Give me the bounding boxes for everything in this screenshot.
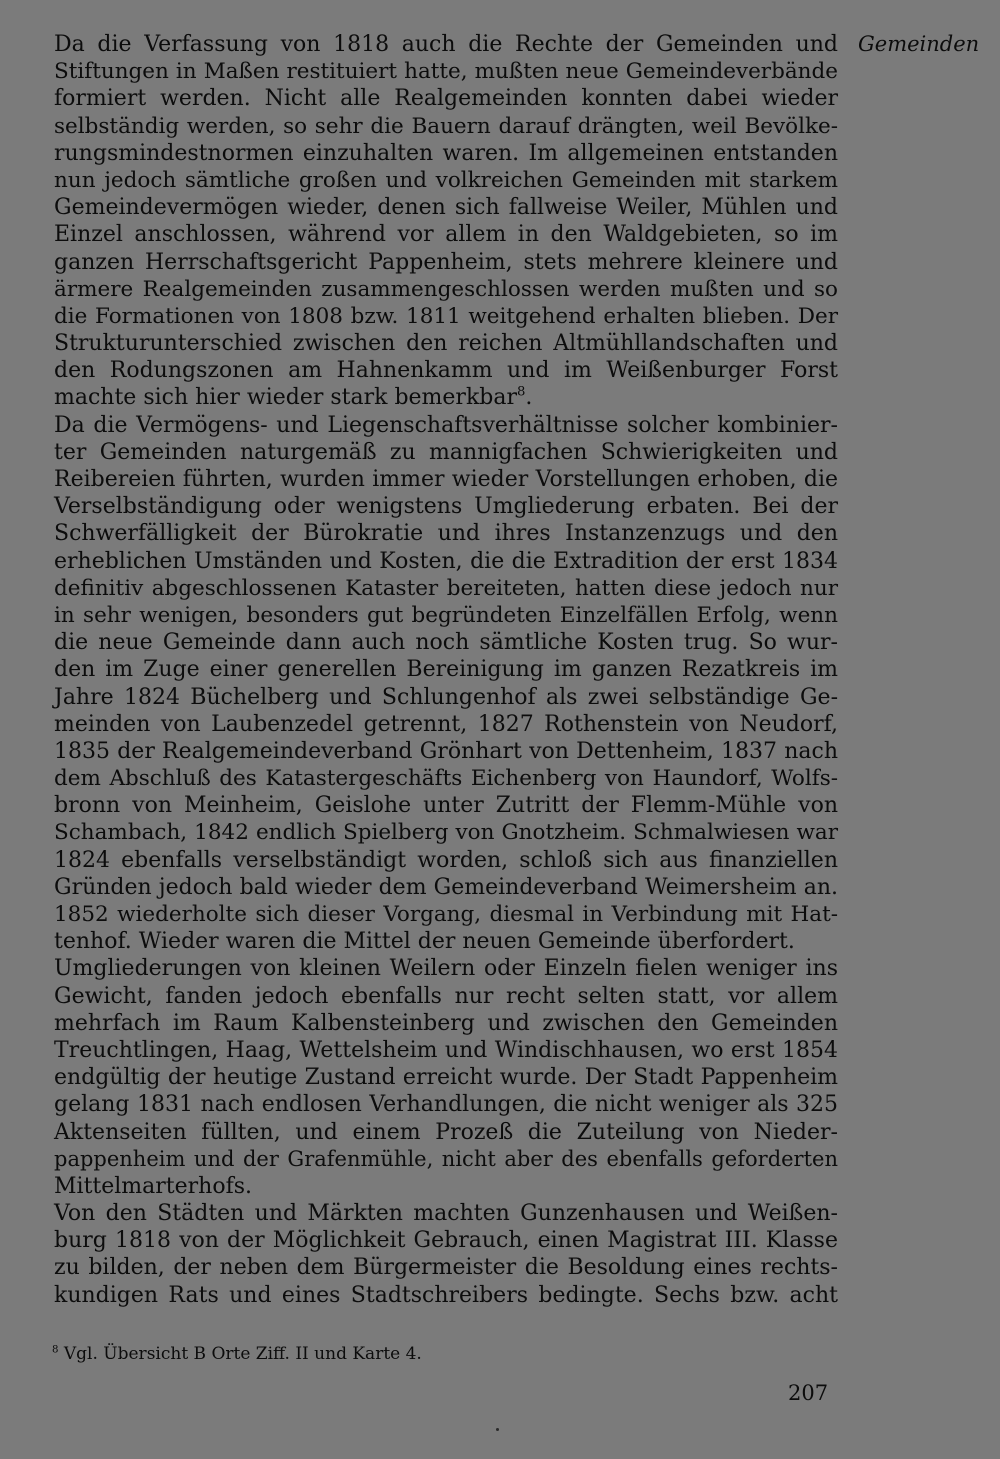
text-line xyxy=(54,249,838,276)
text-line-content: Reibereien führten, wurden immer wieder Vorstellungen erhoben, die xyxy=(54,467,838,492)
text-line xyxy=(54,85,838,112)
margin-note: Gemeinden xyxy=(858,32,980,56)
text-line-content: endgültig der heutige Zustand erreicht wurde. Der Stadt Pappenheim xyxy=(54,1065,838,1091)
text-line-content: machte sich hier wieder stark bemerkbar xyxy=(54,385,517,411)
text-line xyxy=(54,113,838,140)
body-text xyxy=(54,31,838,1309)
text-line xyxy=(54,493,838,520)
text-line xyxy=(54,684,838,711)
text-line xyxy=(54,194,838,221)
text-line xyxy=(54,1282,838,1309)
text-line-content: die Formationen von 1808 bzw. 1811 weitgehend erhalten blieben. Der xyxy=(54,303,838,329)
text-line xyxy=(54,928,838,955)
text-line-content: den im Zuge einer generellen Bereinigung im ganzen Rezatkreis im xyxy=(54,657,838,683)
text-line-content: Aktenseiten füllten, und einem Prozeß die Zuteilung von Nieder- xyxy=(54,1119,838,1145)
text-line-content: rungsmindestnormen einzuhalten waren. Im allgemeinen entstanden xyxy=(54,140,838,166)
text-line-content: Schambach, 1842 endlich Spielberg von Gnotzheim. Schmalwiesen war xyxy=(54,820,838,846)
text-line xyxy=(54,819,838,846)
text-line xyxy=(54,520,838,547)
text-line-content: gelang 1831 nach endlosen Verhandlungen, die nicht weniger als 325 xyxy=(54,1092,838,1118)
scan-speck xyxy=(496,1428,499,1431)
text-line-content: 1852 wiederholte sich dieser Vorgang, diesmal in Verbindung mit Hat- xyxy=(54,902,838,927)
text-line-content: Gemeindevermögen wieder, denen sich fallweise Weiler, Mühlen und xyxy=(54,195,838,221)
text-line-content: nun jedoch sämtliche großen und volkreichen Gemeinden mit starkem xyxy=(54,167,838,193)
text-line xyxy=(54,548,838,575)
text-line-content: die neue Gemeinde dann auch noch sämtliche Kosten trug. So wur- xyxy=(54,630,838,656)
text-line xyxy=(54,466,838,493)
text-line-content: ganzen Herrschaftsgericht Pappenheim, stets mehrere kleinere und xyxy=(54,249,838,275)
text-line-content: burg 1818 von der Möglichkeit Gebrauch, einen Magistrat III. Klasse xyxy=(54,1228,838,1254)
text-line-content: Strukturunterschied zwischen den reichen Altmühllandschaften und xyxy=(54,331,838,357)
text-line xyxy=(54,738,838,765)
text-line-content: Jahre 1824 Büchelberg und Schlungenhof als zwei selbständige Ge- xyxy=(54,684,838,710)
text-line xyxy=(54,629,838,656)
text-line xyxy=(54,1010,838,1037)
text-line xyxy=(54,412,838,439)
text-line xyxy=(54,330,838,357)
text-line xyxy=(54,1119,838,1146)
text-line-content: Einzel anschlossen, während vor allem in den Waldgebieten, so im xyxy=(54,222,838,248)
text-line-content: Von den Städten und Märkten machten Gunzenhausen und Weißen- xyxy=(54,1201,838,1227)
text-line xyxy=(54,983,838,1010)
text-line xyxy=(54,167,838,194)
text-line-content: tenhof. Wieder waren die Mittel der neuen Gemeinde überfordert. xyxy=(54,929,795,955)
footnote-marker: 8 xyxy=(52,1344,59,1356)
text-line-content: kundigen Rats und eines Stadtschreibers bedingte. Sechs bzw. acht xyxy=(54,1282,838,1308)
text-line xyxy=(54,384,838,411)
footnote xyxy=(52,1343,422,1365)
text-line xyxy=(54,1227,838,1254)
text-line xyxy=(54,1173,838,1200)
text-line xyxy=(54,792,838,819)
text-line-content: pappenheim und der Grafenmühle, nicht aber des ebenfalls geforderten xyxy=(54,1146,838,1171)
text-line-content: mehrfach im Raum Kalbensteinberg und zwischen den Gemeinden xyxy=(54,1010,838,1036)
text-line-content: bronn von Meinheim, Geislohe unter Zutritt der Flemm-Mühle von xyxy=(54,793,838,819)
text-line-content: 1824 ebenfalls verselbständigt worden, schloß sich aus finanziellen xyxy=(54,847,838,873)
text-line xyxy=(54,58,838,85)
text-line xyxy=(54,874,838,901)
text-line xyxy=(54,847,838,874)
text-line-content: formiert werden. Nicht alle Realgemeinden konnten dabei wieder xyxy=(54,86,838,112)
text-line xyxy=(54,1254,838,1281)
text-line-content: Mittelmarterhofs. xyxy=(54,1173,253,1199)
text-line xyxy=(54,1146,838,1173)
text-line xyxy=(54,357,838,384)
text-line xyxy=(54,656,838,683)
text-line-content: selbständig werden, so sehr die Bauern darauf drängten, weil Bevölke- xyxy=(54,113,838,139)
text-line xyxy=(54,221,838,248)
text-line xyxy=(54,1200,838,1227)
text-line-content: den Rodungszonen am Hahnenkamm und im Weißenburger Forst xyxy=(54,358,838,384)
text-line-content: Verselbständigung oder wenigstens Umgliederung erbaten. Bei der xyxy=(54,494,838,520)
text-line xyxy=(54,31,838,58)
text-line xyxy=(54,1064,838,1091)
text-line xyxy=(54,602,838,629)
text-line xyxy=(54,955,838,982)
footnote-reference: 8 xyxy=(517,385,526,401)
text-line-content: Gewicht, fanden jedoch ebenfalls nur recht selten statt, vor allem xyxy=(54,983,838,1009)
text-line xyxy=(54,1037,838,1064)
text-line-content: Umgliederungen von kleinen Weilern oder Einzeln fielen weniger ins xyxy=(54,956,838,982)
text-line-content: ärmere Realgemeinden zusammengeschlossen werden mußten und so xyxy=(54,276,838,302)
text-line-content: Stiftungen in Maßen restituiert hatte, mußten neue Gemeindeverbände xyxy=(54,59,838,85)
text-line xyxy=(54,1091,838,1118)
text-line-content: Gründen jedoch bald wieder dem Gemeindeverband Weimersheim an. xyxy=(54,874,838,900)
text-line-content: Schwerfälligkeit der Bürokratie und ihres Instanzenzugs und den xyxy=(54,521,838,547)
text-line xyxy=(54,140,838,167)
text-line-content: erheblichen Umständen und Kosten, die die Extradition der erst 1834 xyxy=(54,548,838,574)
text-line-content: Da die Verfassung von 1818 auch die Rechte der Gemeinden und xyxy=(54,32,838,57)
text-line xyxy=(54,765,838,792)
text-line-content: meinden von Laubenzedel getrennt, 1827 Rothenstein von Neudorf, xyxy=(54,711,838,737)
text-line-content: dem Abschluß des Katastergeschäfts Eichenberg von Haundorf, Wolfs- xyxy=(54,766,838,792)
text-line xyxy=(54,901,838,928)
footnote-text: Vgl. Übersicht B Orte Ziff. II und Karte 4. xyxy=(58,1344,422,1364)
text-line-tail: . xyxy=(525,385,533,411)
text-line xyxy=(54,575,838,602)
text-line-content: zu bilden, der neben dem Bürgermeister die Besoldung eines rechts- xyxy=(54,1255,838,1281)
text-line xyxy=(54,439,838,466)
text-line xyxy=(54,303,838,330)
text-line-content: in sehr wenigen, besonders gut begründeten Einzelfällen Erfolg, wenn xyxy=(54,602,838,628)
text-line xyxy=(54,276,838,303)
text-line xyxy=(54,711,838,738)
text-line-content: ter Gemeinden naturgemäß zu mannigfachen Schwierigkeiten und xyxy=(54,439,838,465)
text-line-content: Da die Vermögens- und Liegenschaftsverhältnisse solcher kombinier- xyxy=(54,412,838,438)
text-line-content: definitiv abgeschlossenen Kataster bereiteten, hatten diese jedoch nur xyxy=(54,575,838,601)
page-number: 207 xyxy=(788,1381,829,1405)
text-line-content: 1835 der Realgemeindeverband Grönhart von Dettenheim, 1837 nach xyxy=(54,738,838,764)
text-line-content: Treuchtlingen, Haag, Wettelsheim und Windischhausen, wo erst 1854 xyxy=(54,1037,838,1063)
